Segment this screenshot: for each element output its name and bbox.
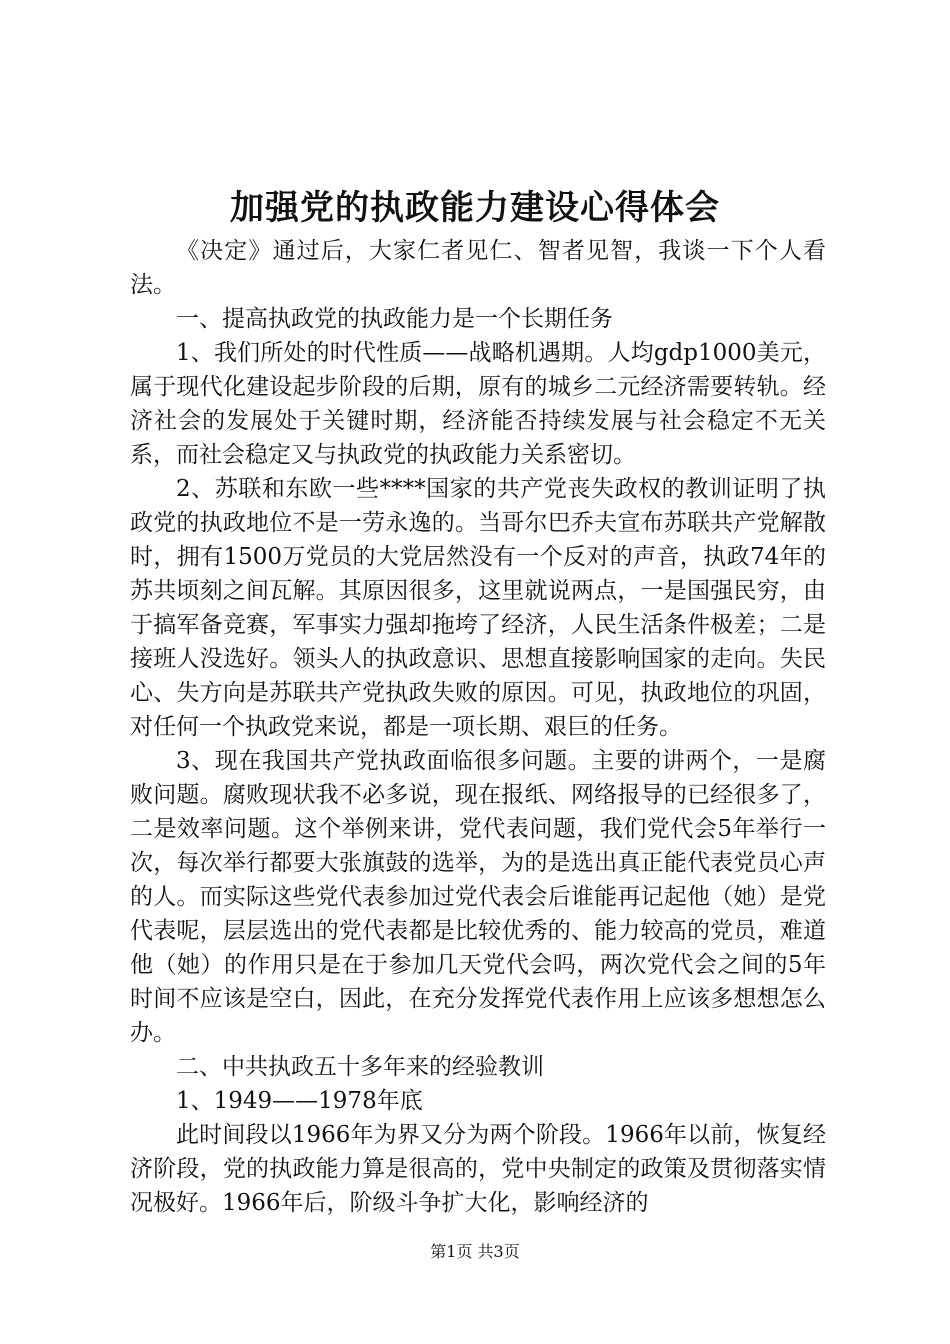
paragraph-1-2: 2、苏联和东欧一些****国家的共产党丧失政权的教训证明了执政党的执政地位不是一劳永逸的。当哥尔巴乔夫宣布苏联共产党解散时，拥有1500万党员的大党居然没有一个反对的声音，执政74年的苏共顷刻之间瓦解。其原因很多，这里就说两点，一是国强民穷，由于搞军备竞赛，军事实力强却拖垮了经济，人民生活条件极差；二是接班人没选好。领头人的执政意识、思想直接影响国家的走向。失民心、失方向是苏联共产党执政失败的原因。可见，执政地位的巩固，对任何一个执政党来说，都是一项长期、艰巨的任务。: [130, 476, 826, 740]
page-footer: 第1页 共3页: [430, 1242, 520, 1261]
paragraph-1-1: 1、我们所处的时代性质——战略机遇期。人均gdp1000美元，属于现代化建设起步阶段的后期，原有的城乡二元经济需要转轨。经济社会的发展处于关键时期，经济能否持续发展与社会稳定不无关系，而社会稳定又与执政党的执政能力关系密切。: [130, 340, 826, 468]
paragraph-1-3: 3、现在我国共产党执政面临很多问题。主要的讲两个，一是腐败问题。腐败现状我不必多说，现在报纸、网络报导的已经很多了，二是效率问题。这个举例来讲，党代表问题，我们党代会5年举行一次，每次举行都要大张旗鼓的选举，为的是选出真正能代表党员心声的人。而实际这些党代表参加过党代表会后谁能再记起他（她）是党代表呢，层层选出的党代表都是比较优秀的、能力较高的党员，难道他（她）的作用只是在于参加几天党代会吗，两次党代会之间的5年时间不应该是空白，因此，在充分发挥党代表作用上应该多想想怎么办。: [130, 748, 826, 1046]
document-title: 加强党的执政能力建设心得体会: [230, 188, 720, 228]
subheading-2-1: 1、1949——1978年底: [176, 1088, 423, 1114]
section-heading-2: 二、中共执政五十多年来的经验教训: [176, 1054, 544, 1080]
paragraph-2-1: 此时间段以1966年为界又分为两个阶段。1966年以前，恢复经济阶段，党的执政能力算是很高的，党中央制定的政策及贯彻落实情况极好。1966年后，阶级斗争扩大化，影响经济的: [130, 1122, 826, 1216]
paragraph-intro: 《决定》通过后，大家仁者见仁、智者见智，我谈一下个人看法。: [130, 238, 826, 298]
section-heading-1: 一、提高执政党的执政能力是一个长期任务: [176, 306, 613, 332]
document-body: [130, 234, 826, 1220]
